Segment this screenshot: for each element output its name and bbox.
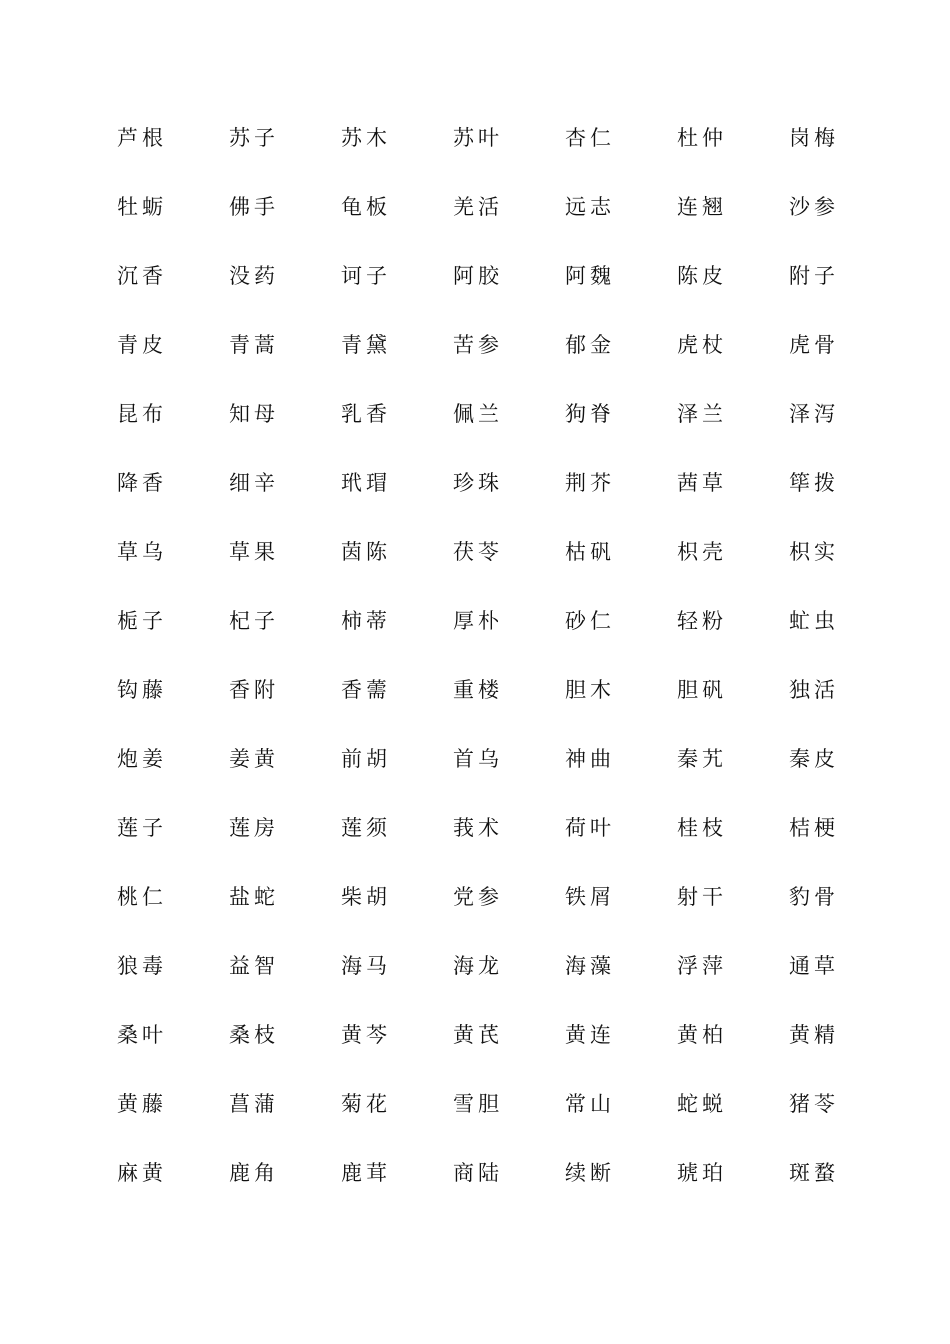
herb-name: 牡蛎 [117,195,167,219]
herb-name: 降香 [117,471,167,495]
herb-name: 益智 [229,954,279,978]
herb-row [117,190,857,259]
herb-name: 重楼 [453,678,503,702]
herb-name: 泽兰 [677,402,727,426]
herb-name: 香薷 [341,678,391,702]
herb-name: 苏木 [341,126,391,150]
herb-name: 黄芪 [453,1023,503,1047]
herb-name: 钩藤 [117,678,167,702]
herb-name: 海藻 [565,954,615,978]
herb-name: 玳瑁 [341,471,391,495]
herb-name: 柴胡 [341,885,391,909]
herb-name: 桑叶 [117,1023,167,1047]
herb-row [117,397,857,466]
herb-name: 猪苓 [789,1092,839,1116]
herb-name: 莲须 [341,816,391,840]
herb-name: 虻虫 [789,609,839,633]
herb-name: 乳香 [341,402,391,426]
herb-name: 蛇蜕 [677,1092,727,1116]
herb-name: 沉香 [117,264,167,288]
herb-name: 炮姜 [117,747,167,771]
herb-name: 枳壳 [677,540,727,564]
herb-row [117,535,857,604]
herb-name: 海龙 [453,954,503,978]
herb-name: 黄连 [565,1023,615,1047]
herb-name: 黄精 [789,1023,839,1047]
herb-name: 杞子 [229,609,279,633]
herb-row [117,811,857,880]
herb-name: 莲子 [117,816,167,840]
herb-name: 泽泻 [789,402,839,426]
herb-name: 茯苓 [453,540,503,564]
herb-name: 岗梅 [789,126,839,150]
herb-name: 秦艽 [677,747,727,771]
herb-row [117,328,857,397]
herb-name: 黄柏 [677,1023,727,1047]
herb-name: 前胡 [341,747,391,771]
herb-name: 阿胶 [453,264,503,288]
herb-name: 附子 [789,264,839,288]
herb-name: 枯矾 [565,540,615,564]
herb-name: 鹿茸 [341,1161,391,1185]
herb-name: 神曲 [565,747,615,771]
herb-row [117,949,857,1018]
herb-row [117,604,857,673]
herb-name: 芦根 [117,126,167,150]
herb-name: 郁金 [565,333,615,357]
herb-name: 细辛 [229,471,279,495]
herb-row [117,673,857,742]
herb-name: 桂枝 [677,816,727,840]
herb-name: 虎骨 [789,333,839,357]
herb-name: 首乌 [453,747,503,771]
herb-name: 射干 [677,885,727,909]
herb-name: 党参 [453,885,503,909]
herb-name: 鹿角 [229,1161,279,1185]
herb-name: 荷叶 [565,816,615,840]
herb-name: 狗脊 [565,402,615,426]
herb-name: 佛手 [229,195,279,219]
herb-name: 海马 [341,954,391,978]
herb-name: 香附 [229,678,279,702]
herb-name: 荆芥 [565,471,615,495]
herb-name: 青皮 [117,333,167,357]
herb-name: 阿魏 [565,264,615,288]
herb-row [117,466,857,535]
herb-name: 黄藤 [117,1092,167,1116]
herb-name: 斑蝥 [789,1161,839,1185]
herb-name: 没药 [229,264,279,288]
herb-name: 昆布 [117,402,167,426]
herb-name: 虎杖 [677,333,727,357]
herb-row [117,742,857,811]
herb-row [117,1087,857,1156]
herb-name: 琥珀 [677,1161,727,1185]
herb-name: 豹骨 [789,885,839,909]
herb-name: 沙参 [789,195,839,219]
herb-name: 佩兰 [453,402,503,426]
herb-name: 桃仁 [117,885,167,909]
herb-name: 知母 [229,402,279,426]
herb-name: 雪胆 [453,1092,503,1116]
herb-row [117,1018,857,1087]
herb-name: 青蒿 [229,333,279,357]
herb-row [117,259,857,328]
herb-name: 连翘 [677,195,727,219]
herb-name: 独活 [789,678,839,702]
herb-name: 狼毒 [117,954,167,978]
herb-name: 通草 [789,954,839,978]
herb-name: 菊花 [341,1092,391,1116]
herb-name: 枳实 [789,540,839,564]
herb-name: 羌活 [453,195,503,219]
herb-name: 杜仲 [677,126,727,150]
herb-name: 草果 [229,540,279,564]
herb-name: 续断 [565,1161,615,1185]
herb-name: 草乌 [117,540,167,564]
herb-name: 黄芩 [341,1023,391,1047]
herb-name: 桑枝 [229,1023,279,1047]
herb-name: 陈皮 [677,264,727,288]
herb-name: 青黛 [341,333,391,357]
herb-name-grid [117,121,857,1225]
herb-name: 筚拨 [789,471,839,495]
herb-name: 桔梗 [789,816,839,840]
herb-name: 麻黄 [117,1161,167,1185]
herb-name: 胆木 [565,678,615,702]
herb-name: 铁屑 [565,885,615,909]
herb-name: 秦皮 [789,747,839,771]
herb-name: 商陆 [453,1161,503,1185]
herb-name: 菖蒲 [229,1092,279,1116]
herb-name: 珍珠 [453,471,503,495]
herb-row [117,1156,857,1225]
herb-row [117,880,857,949]
herb-name: 常山 [565,1092,615,1116]
herb-name: 远志 [565,195,615,219]
herb-name: 苏子 [229,126,279,150]
herb-name: 茜草 [677,471,727,495]
herb-name: 诃子 [341,264,391,288]
herb-name: 浮萍 [677,954,727,978]
herb-name: 苏叶 [453,126,503,150]
herb-name: 厚朴 [453,609,503,633]
herb-name: 轻粉 [677,609,727,633]
herb-name: 莲房 [229,816,279,840]
herb-name: 盐蛇 [229,885,279,909]
herb-name: 龟板 [341,195,391,219]
herb-name: 苦参 [453,333,503,357]
herb-name: 茵陈 [341,540,391,564]
herb-name: 胆矾 [677,678,727,702]
herb-name: 莪术 [453,816,503,840]
herb-name: 砂仁 [565,609,615,633]
herb-name: 栀子 [117,609,167,633]
herb-name: 柿蒂 [341,609,391,633]
herb-name: 杏仁 [565,126,615,150]
herb-name: 姜黄 [229,747,279,771]
herb-row [117,121,857,190]
